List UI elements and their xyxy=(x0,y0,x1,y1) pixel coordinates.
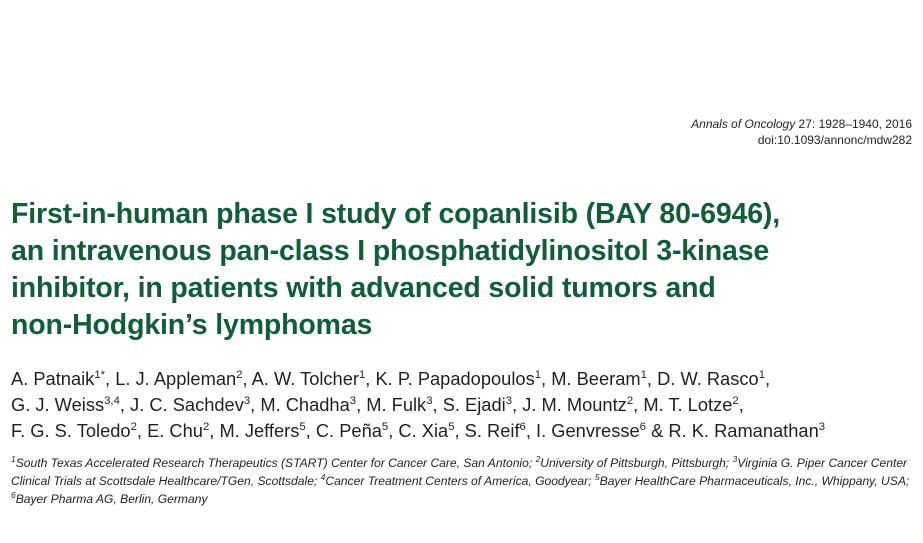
author: D. W. Rasco$^1$ xyxy=(657,368,765,389)
citation-block xyxy=(691,116,912,148)
doi: doi:10.1093/annonc/mdw282 xyxy=(757,133,912,147)
author: M. Jeffers$^5$ xyxy=(219,420,306,441)
author: J. C. Sachdev$^3$ xyxy=(130,394,251,415)
author: A. W. Tolcher$^1$ xyxy=(251,368,366,389)
affiliation-line xyxy=(11,490,916,508)
affiliation: $^5$Bayer HealthCare Pharmaceuticals, Inc., Whippany, USA; xyxy=(594,471,910,488)
author-list xyxy=(11,366,921,444)
author-line: G. J. Weiss$^{3,4}$, J. C. Sachdev$^3$, M. Chadha$^3$, M. Fulk$^3$, S. Ejadi$^3$, J. M. Mountz$^2$, M. T. Lotze$^2$, xyxy=(11,394,744,415)
author: C. Peña$^5$ xyxy=(315,420,389,441)
author: J. M. Mountz$^2$ xyxy=(522,394,634,415)
author: A. Patnaik$^{1*}$ xyxy=(11,368,106,389)
author: K. P. Papadopoulos$^1$ xyxy=(375,368,542,389)
author: I. Genvresse$^6$ xyxy=(536,420,646,441)
affiliation: $^2$University of Pittsburgh, Pittsburgh; xyxy=(535,453,733,470)
author: M. Chadha$^3$ xyxy=(260,394,357,415)
author: L. J. Appleman$^2$ xyxy=(115,368,243,389)
title-line: First-in-human phase I study of copanlisib (BAY 80-6946), xyxy=(11,198,781,230)
author-line: A. Patnaik$^{1*}$, L. J. Appleman$^2$, A. W. Tolcher$^1$, K. P. Papadopoulos$^1$, M. Beeram$^1$, D. W. Rasco$^1$, xyxy=(11,368,771,389)
affiliation: $^1$South Texas Accelerated Research Therapeutics (START) Center for Cancer Care, San Antonio; xyxy=(11,453,536,470)
author: G. J. Weiss$^{3,4}$ xyxy=(11,394,120,415)
author: E. Chu$^2$ xyxy=(147,420,210,441)
author: M. T. Lotze$^2$ xyxy=(643,394,739,415)
article-title xyxy=(11,196,911,344)
author: C. Xia$^5$ xyxy=(398,420,455,441)
author-line: F. G. S. Toledo$^2$, E. Chu$^2$, M. Jeffers$^5$, C. Peña$^5$, C. Xia$^5$, S. Reif$^6$, I. Genvresse$^6$ & R. K. Ramanathan$^3$ xyxy=(11,420,826,441)
affiliation: $^6$Bayer Pharma AG, Berlin, Germany xyxy=(11,489,208,506)
title-line: an intravenous pan-class I phosphatidylinositol 3-kinase xyxy=(11,235,770,267)
author-conjunction: & xyxy=(651,420,664,441)
author: S. Reif$^6$ xyxy=(464,420,526,441)
author: S. Ejadi$^3$ xyxy=(442,394,513,415)
affiliation-line xyxy=(11,454,916,472)
affiliation-list xyxy=(11,454,916,508)
affiliation: $^3$Virginia G. Piper Cancer Center xyxy=(732,453,908,470)
volume-pages: 27: 1928–1940, 2016 xyxy=(795,117,912,131)
title-line: non-Hodgkin’s lymphomas xyxy=(11,309,373,341)
author: M. Fulk$^3$ xyxy=(366,394,433,415)
author: M. Beeram$^1$ xyxy=(551,368,647,389)
affiliation: $^4$Cancer Treatment Centers of America, Goodyear; xyxy=(320,471,595,488)
journal-name: Annals of Oncology xyxy=(691,117,796,131)
title-line: inhibitor, in patients with advanced solid tumors and xyxy=(11,272,716,304)
author: R. K. Ramanathan$^3$ xyxy=(668,420,826,441)
journal-citation xyxy=(691,116,912,132)
affiliation-line: Clinical Trials at Scottsdale Healthcare/TGen, Scottsdale; $^4$Cancer Treatment Centers of America, Goodyear; $^5$Bayer HealthCare Pharmaceuticals, Inc., Whippany, USA; xyxy=(11,471,910,488)
author: F. G. S. Toledo$^2$ xyxy=(11,420,137,441)
